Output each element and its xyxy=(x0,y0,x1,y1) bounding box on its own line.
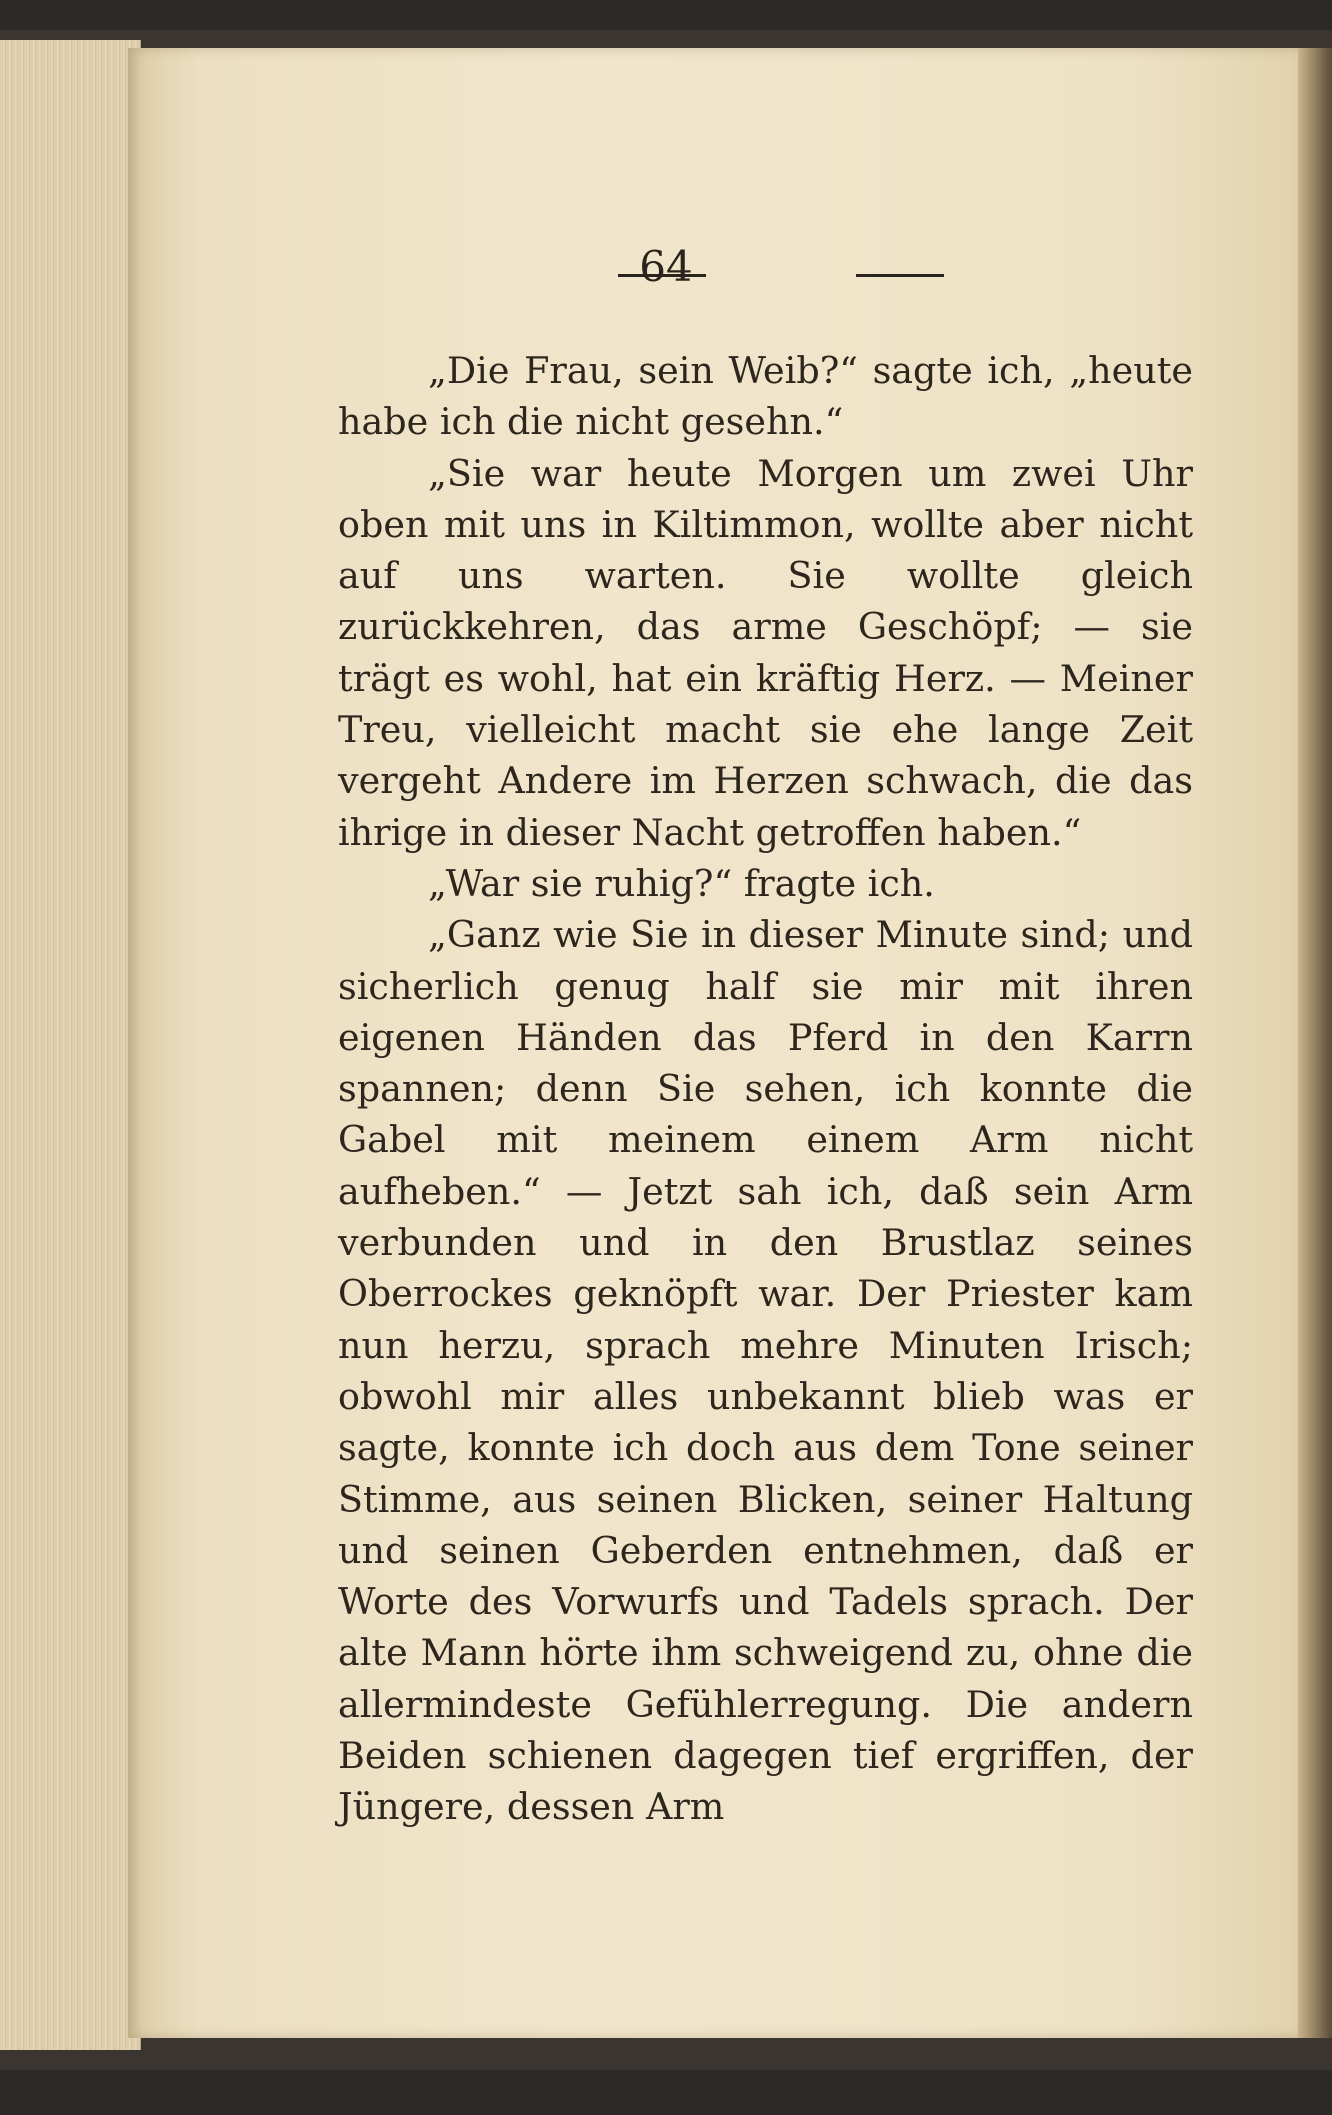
page-edges xyxy=(0,40,141,2050)
paragraph: „Ganz wie Sie in dieser Minute sind; und sicherlich genug half sie mir mit ihren eigenen Händen das Pferd in den Karrn spannen; denn Sie sehen, ich konnte die Gabel mit meinem einem Arm nicht aufheben.“ — Jetzt sah ich, daß sein Arm verbunden und in den Brustlaz seines Oberrockes geknöpft war. Der Priester kam nun herzu, sprach mehre Minuten Irisch; obwohl mir alles unbekannt blieb was er sagte, konnte ich doch aus dem Tone seiner Stimme, aus seinen Blicken, seiner Haltung und seinen Geberden entnehmen, daß er Worte des Vorwurfs und Tadels sprach. Der alte Mann hörte ihm schweigend zu, ohne die allermindeste Gefühlerregung. Die andern Beiden schienen dagegen tief ergriffen, der Jüngere, dessen Arm xyxy=(338,913,1193,1829)
paragraph: „War sie ruhig?“ fragte ich. xyxy=(428,861,935,905)
page-number: 64 xyxy=(639,242,693,291)
paragraph: „Die Frau, sein Weib?“ sagte ich, „heute habe ich die nicht gesehn.“ xyxy=(338,349,1193,444)
paragraph: „Sie war heute Morgen um zwei Uhr oben mit uns in Kiltimmon, wollte aber nicht auf uns warten. Sie wollte gleich zurückkehren, das arme Geschöpf; — sie trägt es wohl, hat ein kräftig Herz. — Meiner Treu, vielleicht macht sie ehe lange Zeit vergeht Andere im Herzen schwach, die das ihrige in dieser Nacht getroffen haben.“ xyxy=(338,451,1193,854)
page-shadow xyxy=(1298,48,1332,2038)
body-text xyxy=(338,345,1193,1833)
header-dash-right xyxy=(856,274,944,277)
